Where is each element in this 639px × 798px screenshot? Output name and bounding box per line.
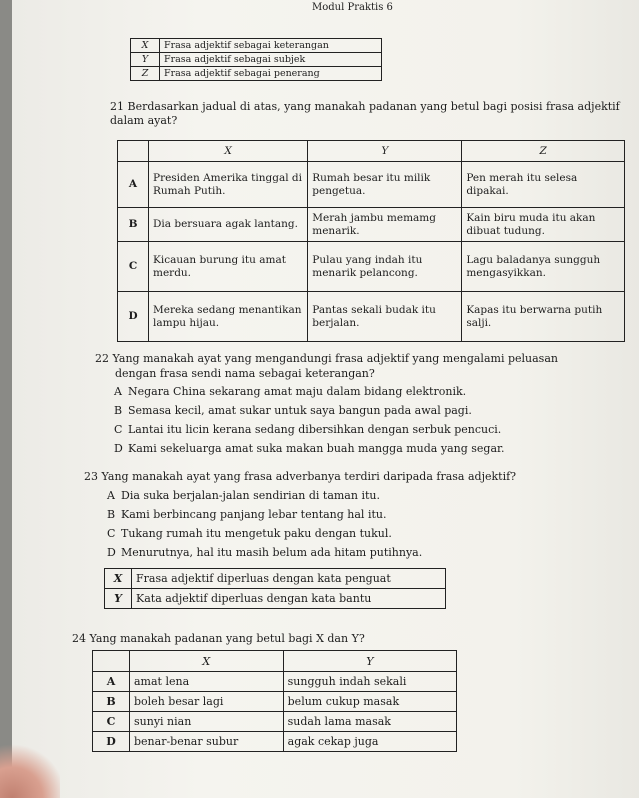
option-text: Negara China sekarang amat maju dalam bidang elektronik.: [128, 385, 467, 398]
legend-text: Frasa adjektif sebagai penerang: [160, 67, 382, 81]
cell-x: Dia bersuara agak lantang.: [149, 208, 308, 242]
table-row: [118, 242, 625, 292]
option-text: Kami berbincang panjang lebar tentang hal itu.: [121, 508, 387, 521]
answer-table-24: [92, 650, 457, 752]
legend-key: X: [105, 569, 132, 589]
option-letter: A: [114, 385, 122, 398]
option-label: A: [118, 162, 149, 208]
table-row: [105, 569, 446, 589]
option-a: [107, 489, 380, 502]
cell-z: Kain biru muda itu akan dibuat tudung.: [462, 208, 625, 242]
cell-x: Kicauan burung itu amat merdu.: [149, 242, 308, 292]
legend-text: Kata adjektif diperluas dengan kata bantu: [132, 589, 446, 609]
table-row: [93, 712, 457, 732]
corner-cell: [118, 141, 149, 162]
table-header-row: [93, 651, 457, 672]
table-row: [131, 53, 382, 67]
option-label: C: [118, 242, 149, 292]
corner-cell: [93, 651, 130, 672]
legend-text: Frasa adjektif sebagai subjek: [160, 53, 382, 67]
table-row: [93, 732, 457, 752]
legend-key: Y: [105, 589, 132, 609]
legend-text: Frasa adjektif diperluas dengan kata penguat: [132, 569, 446, 589]
cell-x: sunyi nian: [130, 712, 284, 732]
cell-y: belum cukup masak: [283, 692, 456, 712]
cell-z: Lagu baladanya sungguh mengasyikkan.: [462, 242, 625, 292]
cell-y: Merah jambu memamg menarik.: [308, 208, 462, 242]
cell-y: Pantas sekali budak itu berjalan.: [308, 292, 462, 342]
legend-text: Frasa adjektif sebagai keterangan: [160, 39, 382, 53]
question-21: 21 Berdasarkan jadual di atas, yang manakah padanan yang betul bagi posisi frasa adjektif dalam ayat?: [110, 100, 620, 127]
cell-y: sungguh indah sekali: [283, 672, 456, 692]
option-letter: B: [107, 508, 116, 521]
option-letter: C: [114, 423, 123, 436]
table-row: [118, 208, 625, 242]
option-label: D: [118, 292, 149, 342]
answer-table-21: [117, 140, 625, 342]
table-row: [93, 672, 457, 692]
cell-z: Pen merah itu selesa dipakai.: [462, 162, 625, 208]
option-c: [107, 527, 392, 540]
option-letter: D: [107, 546, 116, 559]
column-header-y: Y: [283, 651, 456, 672]
option-label: D: [93, 732, 130, 752]
table-header-row: [118, 141, 625, 162]
option-label: C: [93, 712, 130, 732]
cell-x: benar-benar subur: [130, 732, 284, 752]
option-text: Semasa kecil, amat sukar untuk saya bangun pada awal pagi.: [128, 404, 472, 417]
option-letter: A: [107, 489, 115, 502]
column-header-x: X: [149, 141, 308, 162]
table-row: [131, 67, 382, 81]
option-letter: D: [114, 442, 123, 455]
cell-y: Rumah besar itu milik pengetua.: [308, 162, 462, 208]
cell-y: agak cekap juga: [283, 732, 456, 752]
question-22-line-2: dengan frasa sendi nama sebagai keterangan?: [115, 367, 375, 380]
legend-table-2: [104, 568, 446, 609]
column-header-x: X: [130, 651, 284, 672]
legend-key: Y: [131, 53, 160, 67]
table-row: [93, 692, 457, 712]
option-b: [107, 508, 386, 521]
option-d: [114, 442, 505, 455]
column-header-z: Z: [462, 141, 625, 162]
cell-x: boleh besar lagi: [130, 692, 284, 712]
legend-key: Z: [131, 67, 160, 81]
option-text: Menurutnya, hal itu masih belum ada hitam putihnya.: [121, 546, 423, 559]
column-header-y: Y: [308, 141, 462, 162]
option-text: Kami sekeluarga amat suka makan buah mangga muda yang segar.: [128, 442, 505, 455]
option-b: [114, 404, 472, 417]
module-header: Modul Praktis 6: [312, 2, 393, 13]
question-22-line-1: 22 Yang manakah ayat yang mengandungi frasa adjektif yang mengalami peluasan: [95, 352, 558, 365]
question-24: 24 Yang manakah padanan yang betul bagi X dan Y?: [72, 632, 365, 645]
question-23: 23 Yang manakah ayat yang frasa adverbanya terdiri daripada frasa adjektif?: [84, 470, 517, 483]
finger-shadow: [0, 738, 60, 798]
option-a: [114, 385, 466, 398]
option-text: Dia suka berjalan-jalan sendirian di taman itu.: [121, 489, 380, 502]
table-row: [118, 162, 625, 208]
worksheet-page: [12, 0, 639, 798]
option-text: Tukang rumah itu mengetuk paku dengan tukul.: [121, 527, 392, 540]
option-letter: B: [114, 404, 123, 417]
option-c: [114, 423, 501, 436]
cell-x: Mereka sedang menantikan lampu hijau.: [149, 292, 308, 342]
legend-key: X: [131, 39, 160, 53]
cell-x: Presiden Amerika tinggal di Rumah Putih.: [149, 162, 308, 208]
option-label: B: [93, 692, 130, 712]
cell-y: sudah lama masak: [283, 712, 456, 732]
table-row: [131, 39, 382, 53]
cell-y: Pulau yang indah itu menarik pelancong.: [308, 242, 462, 292]
option-text: Lantai itu licin kerana sedang dibersihkan dengan serbuk pencuci.: [128, 423, 502, 436]
cell-z: Kapas itu berwarna putih salji.: [462, 292, 625, 342]
option-d: [107, 546, 422, 559]
option-label: A: [93, 672, 130, 692]
table-row: [118, 292, 625, 342]
legend-table-1: [130, 38, 382, 81]
table-row: [105, 589, 446, 609]
option-label: B: [118, 208, 149, 242]
cell-x: amat lena: [130, 672, 284, 692]
option-letter: C: [107, 527, 116, 540]
